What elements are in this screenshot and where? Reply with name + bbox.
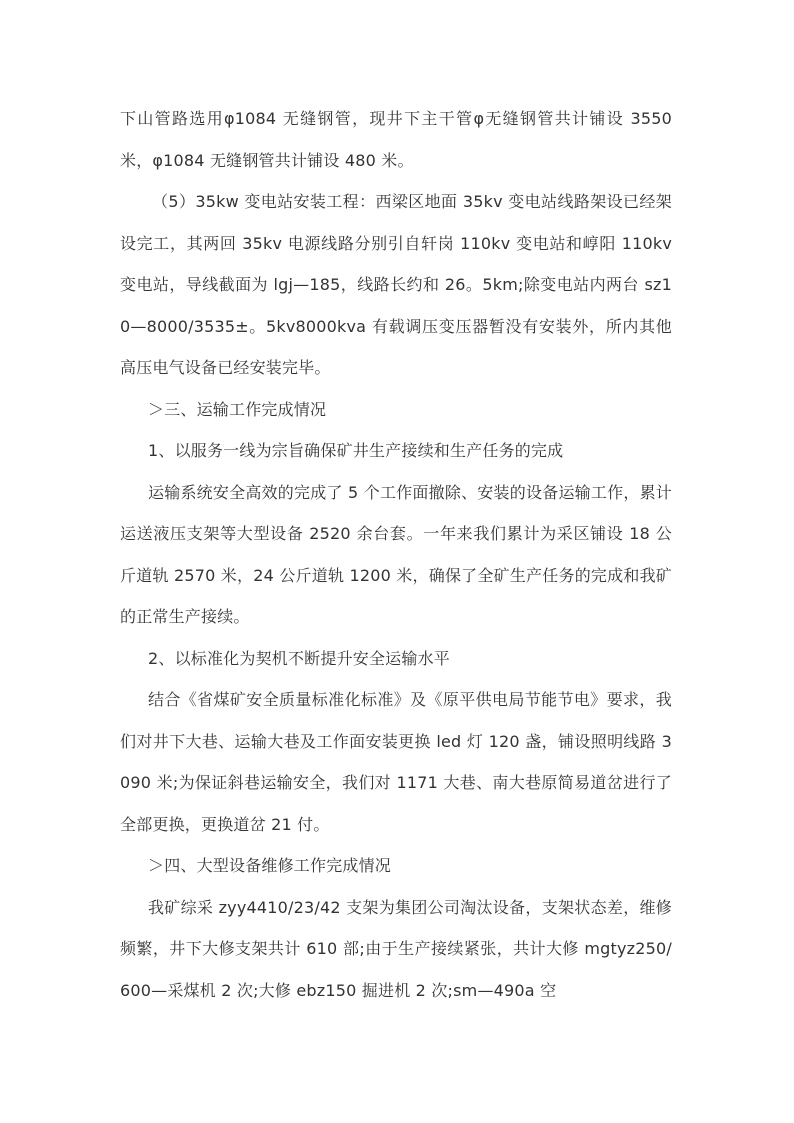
paragraph-transport-system: 运输系统安全高效的完成了 5 个工作面撤除、安装的设备运输工作，累计运送液压支架等大型设备 2520 余台套。一年来我们累计为采区铺设 18 公斤道轨 2570 米，24 公斤道轨 1200 米，确保了全矿生产任务的完成和我矿的正常生产接续。 — [120, 482, 672, 626]
document-body — [120, 98, 672, 1011]
subheading-service-frontline: 1、以服务一线为宗旨确保矿井生产接续和生产任务的完成 — [148, 441, 564, 460]
paragraph-support-repair: 我矿综采 zyy4410/23/42 支架为集团公司淘汰设备，支架状态差，维修频繁，井下大修支架共计 610 部;由于生产接续紧张，共计大修 mgtyz250/600—采煤机 2 次;大修 ebz150 掘进机 2 次;sm—490a 空 — [120, 897, 672, 1000]
paragraph-substation-project: （5）35kw 变电站安装工程：西梁区地面 35kv 变电站线路架设已经架设完工，其两回 35kv 电源线路分别引自轩岗 110kv 变电站和崞阳 110kv 变电站，导线截面为 lgj—185，线路长约和 26。5km;除变电站内两台 sz10—8000/3535±。5kv8000kva 有载调压变压器暂没有安装外，所内其他高压电气设备已经安装完毕。 — [120, 192, 672, 377]
paragraph-led-lighting: 结合《省煤矿安全质量标准化标准》及《原平供电局节能节电》要求，我们对井下大巷、运输大巷及工作面安装更换 led 灯 120 盏，铺设照明线路 3090 米;为保证斜巷运输安全，我们对 1171 大巷、南大巷原简易道岔进行了全部更换，更换道岔 21 付。 — [120, 690, 672, 834]
subheading-standardization: 2、以标准化为契机不断提升安全运输水平 — [148, 648, 450, 668]
heading-transport-work: ＞三、运输工作完成情况 — [148, 399, 327, 419]
heading-equipment-maintenance: ＞四、大型设备维修工作完成情况 — [148, 856, 392, 875]
paragraph-pipeline-continuation: 下山管路选用φ1084 无缝钢管，现井下主干管φ无缝钢管共计铺设 3550 米，φ1084 无缝钢管共计铺设 480 米。 — [120, 109, 672, 170]
